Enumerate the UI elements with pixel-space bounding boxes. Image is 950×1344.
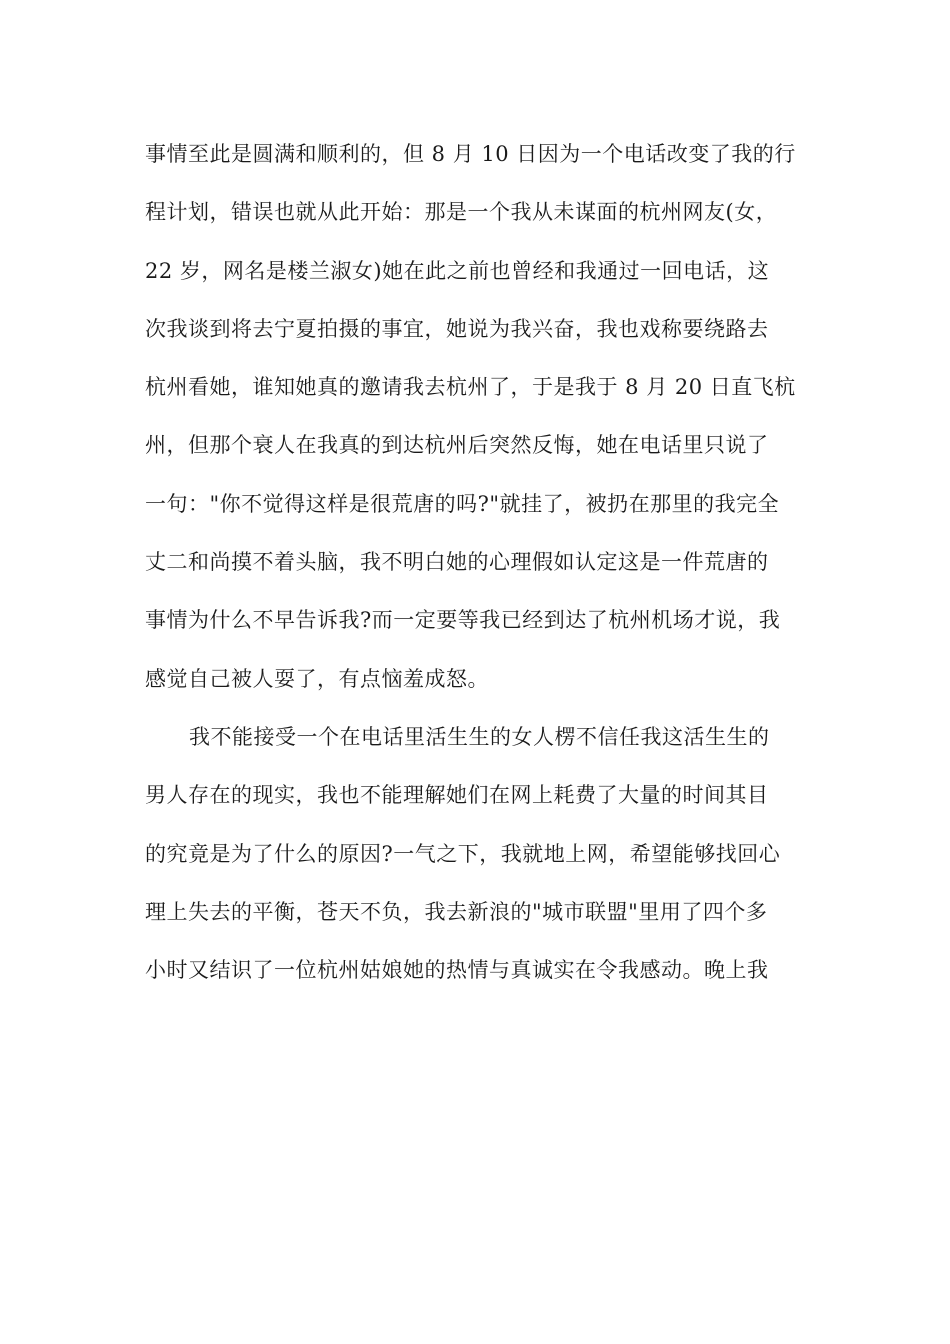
text-line: 杭州看她，谁知她真的邀请我去杭州了，于是我于 8 月 20 日直飞杭 [145,375,796,400]
paragraph-start-line: 我不能接受一个在电话里活生生的女人楞不信任我这活生生的 [189,724,770,749]
text-line: 事情为什么不早告诉我?而一定要等我已经到达了杭州机场才说，我 [145,608,781,633]
text-line: 次我谈到将去宁夏拍摄的事宜，她说为我兴奋，我也戏称要绕路去 [145,316,769,341]
text-line: 22 岁，网名是楼兰淑女)她在此之前也曾经和我通过一回电话，这 [145,258,770,283]
text-line: 一句："你不觉得这样是很荒唐的吗?"就挂了，被扔在那里的我完全 [145,491,780,516]
text-line: 事情至此是圆满和顺利的，但 8 月 10 日因为一个电话改变了我的行 [145,142,796,166]
text-line: 州，但那个衰人在我真的到达杭州后突然反悔，她在电话里只说了 [145,433,769,458]
text-line: 男人存在的现实，我也不能理解她们在网上耗费了大量的时间其目 [145,783,769,808]
text-line: 的究竟是为了什么的原因?一气之下，我就地上网，希望能够找回心 [145,841,781,866]
body-text [145,131,825,1005]
text-line: 小时又结识了一位杭州姑娘她的热情与真诚实在令我感动。晚上我 [145,958,769,983]
text-line: 丈二和尚摸不着头脑，我不明白她的心理假如认定这是一件荒唐的 [145,550,769,575]
text-line: 理上失去的平衡，苍天不负，我去新浪的"城市联盟"里用了四个多 [145,899,768,924]
text-line: 程计划，错误也就从此开始：那是一个我从未谋面的杭州网友(女， [145,200,778,225]
text-line: 感觉自己被人耍了，有点恼羞成怒。 [145,666,489,691]
